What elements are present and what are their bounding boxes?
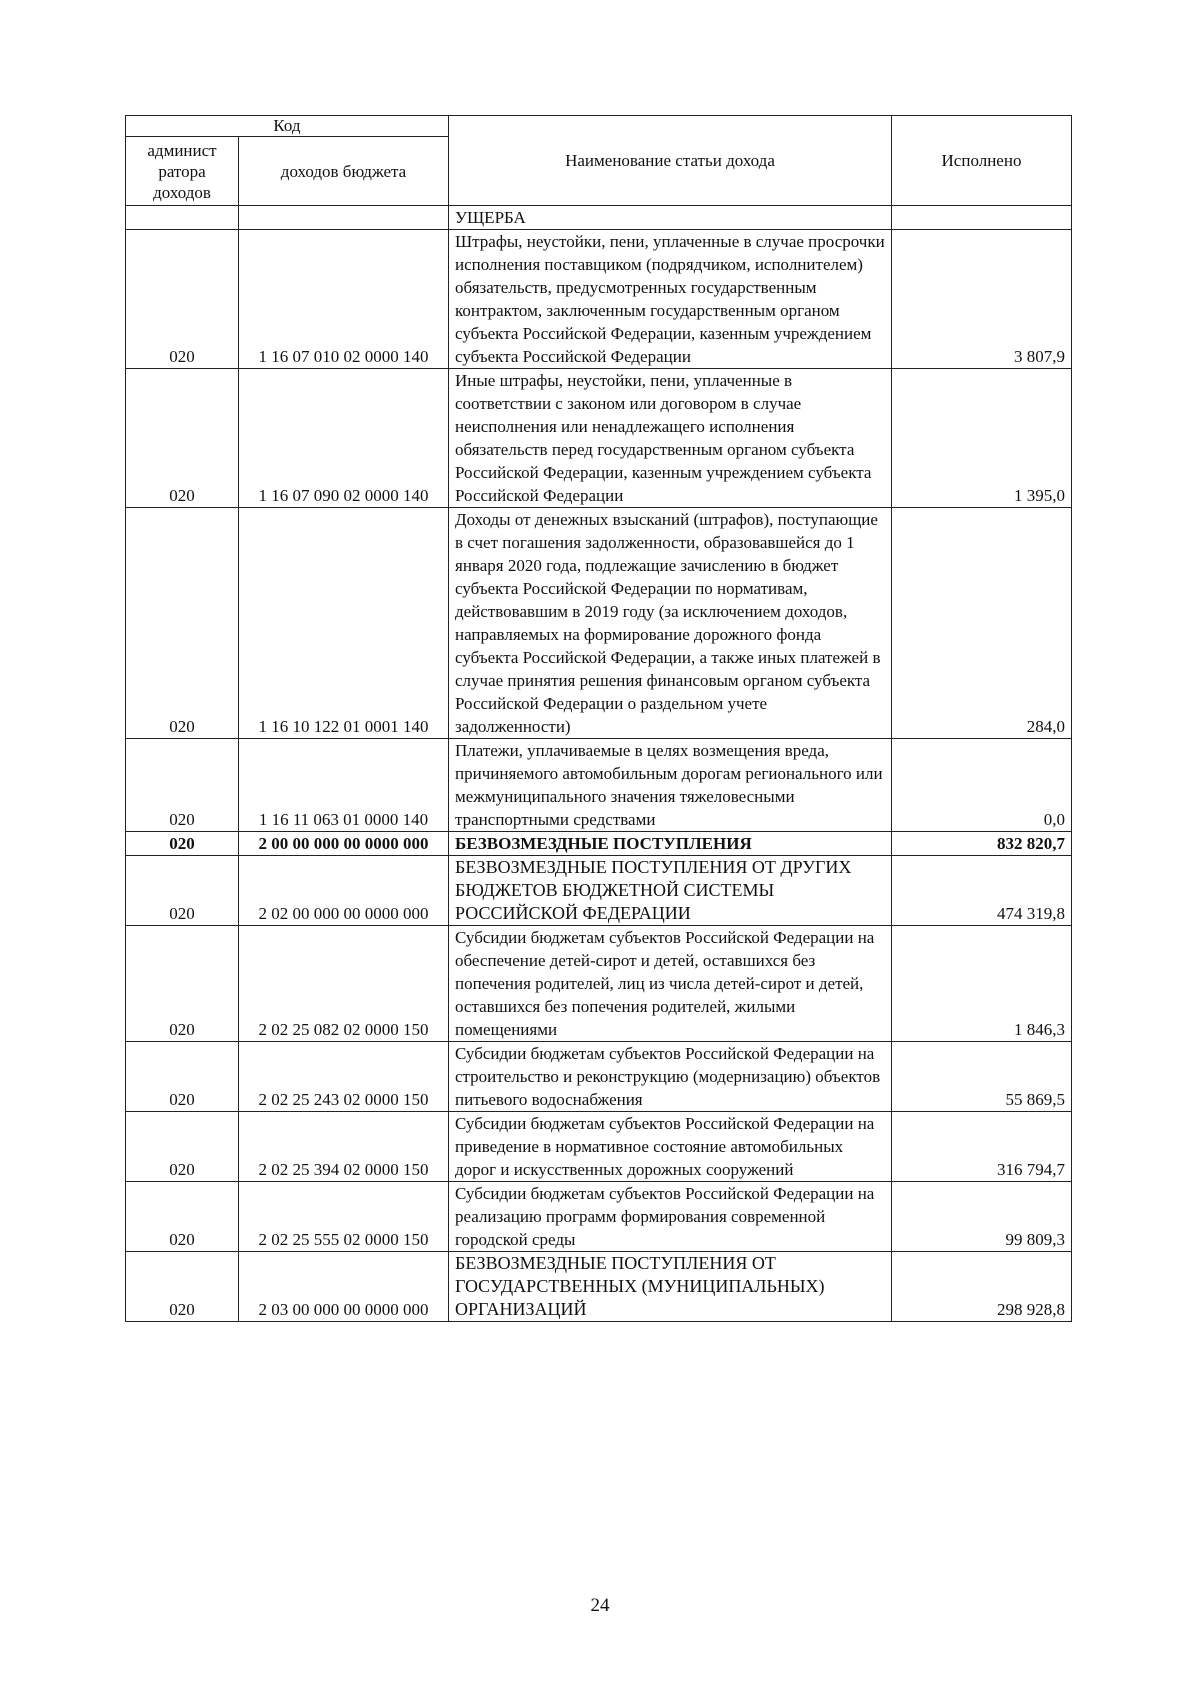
income-name-cell: Платежи, уплачиваемые в целях возмещения вреда, причиняемого автомобильным дорогам регионального или межмуниципального значения тяжеловесными транспортными средствами [449, 739, 892, 832]
executed-value-cell [892, 206, 1072, 230]
executed-value-cell: 832 820,7 [892, 832, 1072, 856]
table-row [126, 739, 1072, 832]
admin-code-cell: 020 [126, 739, 239, 832]
income-name-cell: БЕЗВОЗМЕЗДНЫЕ ПОСТУПЛЕНИЯ ОТ ГОСУДАРСТВЕННЫХ (МУНИЦИПАЛЬНЫХ) ОРГАНИЗАЦИЙ [449, 1252, 892, 1322]
table-row [126, 832, 1072, 856]
executed-value-cell: 1 846,3 [892, 926, 1072, 1042]
table-row [126, 1042, 1072, 1112]
executed-value-cell: 474 319,8 [892, 856, 1072, 926]
budget-code-cell: 2 02 25 243 02 0000 150 [239, 1042, 449, 1112]
executed-value-cell: 55 869,5 [892, 1042, 1072, 1112]
header-executed: Исполнено [892, 116, 1072, 206]
budget-code-cell: 1 16 11 063 01 0000 140 [239, 739, 449, 832]
table-row [126, 926, 1072, 1042]
budget-code-cell: 2 02 25 555 02 0000 150 [239, 1182, 449, 1252]
admin-code-cell: 020 [126, 230, 239, 369]
admin-code-cell: 020 [126, 832, 239, 856]
executed-value-cell: 284,0 [892, 508, 1072, 739]
income-name-cell: БЕЗВОЗМЕЗДНЫЕ ПОСТУПЛЕНИЯ [449, 832, 892, 856]
budget-code-cell: 1 16 07 090 02 0000 140 [239, 369, 449, 508]
executed-value-cell: 1 395,0 [892, 369, 1072, 508]
table-row [126, 369, 1072, 508]
admin-code-cell: 020 [126, 1112, 239, 1182]
executed-value-cell: 298 928,8 [892, 1252, 1072, 1322]
table-row [126, 1252, 1072, 1322]
budget-code-cell: 2 03 00 000 00 0000 000 [239, 1252, 449, 1322]
budget-code-cell: 1 16 10 122 01 0001 140 [239, 508, 449, 739]
header-code: Код [126, 116, 449, 137]
income-name-cell: Субсидии бюджетам субъектов Российской Федерации на строительство и реконструкцию (модернизацию) объектов питьевого водоснабжения [449, 1042, 892, 1112]
table-body [126, 206, 1072, 1322]
admin-code-cell: 020 [126, 1252, 239, 1322]
admin-code-cell: 020 [126, 926, 239, 1042]
income-name-cell: Иные штрафы, неустойки, пени, уплаченные в соответствии с законом или договором в случае неисполнения или ненадлежащего исполнения обязательств перед государственным органом субъекта Российской Федерации, казенным учреждением субъекта Российской Федерации [449, 369, 892, 508]
admin-code-cell: 020 [126, 1182, 239, 1252]
admin-code-cell [126, 206, 239, 230]
budget-code-cell: 2 02 00 000 00 0000 000 [239, 856, 449, 926]
table-row [126, 230, 1072, 369]
executed-value-cell: 99 809,3 [892, 1182, 1072, 1252]
table-row [126, 206, 1072, 230]
table-row [126, 856, 1072, 926]
admin-code-cell: 020 [126, 508, 239, 739]
budget-code-cell: 2 02 25 082 02 0000 150 [239, 926, 449, 1042]
income-name-cell: Доходы от денежных взысканий (штрафов), поступающие в счет погашения задолженности, образовавшейся до 1 января 2020 года, подлежащие зачислению в бюджет субъекта Российской Федерации по нормативам, действовавшим в 2019 году (за исключением доходов, направляемых на формирование дорожного фонда субъекта Российской Федерации, а также иных платежей в случае принятия решения финансовым органом субъекта Российской Федерации о раздельном учете задолженности) [449, 508, 892, 739]
admin-code-cell: 020 [126, 369, 239, 508]
table-row [126, 508, 1072, 739]
budget-code-cell [239, 206, 449, 230]
income-name-cell: Штрафы, неустойки, пени, уплаченные в случае просрочки исполнения поставщиком (подрядчиком, исполнителем) обязательств, предусмотренных государственным контрактом, заключенным государственным органом субъекта Российской Федерации, казенным учреждением субъекта Российской Федерации [449, 230, 892, 369]
income-name-cell: БЕЗВОЗМЕЗДНЫЕ ПОСТУПЛЕНИЯ ОТ ДРУГИХ БЮДЖЕТОВ БЮДЖЕТНОЙ СИСТЕМЫ РОССИЙСКОЙ ФЕДЕРАЦИИ [449, 856, 892, 926]
table-row [126, 1182, 1072, 1252]
admin-code-cell: 020 [126, 856, 239, 926]
header-income-name: Наименование статьи дохода [449, 116, 892, 206]
table-row [126, 1112, 1072, 1182]
budget-code-cell: 2 00 00 000 00 0000 000 [239, 832, 449, 856]
header-budget-income-code: доходов бюджета [239, 137, 449, 206]
header-row-1 [126, 116, 1072, 137]
executed-value-cell: 3 807,9 [892, 230, 1072, 369]
executed-value-cell: 0,0 [892, 739, 1072, 832]
income-table [125, 115, 1072, 1322]
budget-code-cell: 2 02 25 394 02 0000 150 [239, 1112, 449, 1182]
income-name-cell: УЩЕРБА [449, 206, 892, 230]
header-administrator: админист ратора доходов [126, 137, 239, 206]
income-name-cell: Субсидии бюджетам субъектов Российской Федерации на реализацию программ формирования современной городской среды [449, 1182, 892, 1252]
executed-value-cell: 316 794,7 [892, 1112, 1072, 1182]
admin-code-cell: 020 [126, 1042, 239, 1112]
income-name-cell: Субсидии бюджетам субъектов Российской Федерации на обеспечение детей-сирот и детей, оставшихся без попечения родителей, лиц из числа детей-сирот и детей, оставшихся без попечения родителей, жилыми помещениями [449, 926, 892, 1042]
budget-code-cell: 1 16 07 010 02 0000 140 [239, 230, 449, 369]
page-number: 24 [590, 1595, 610, 1616]
income-name-cell: Субсидии бюджетам субъектов Российской Федерации на приведение в нормативное состояние автомобильных дорог и искусственных дорожных сооружений [449, 1112, 892, 1182]
